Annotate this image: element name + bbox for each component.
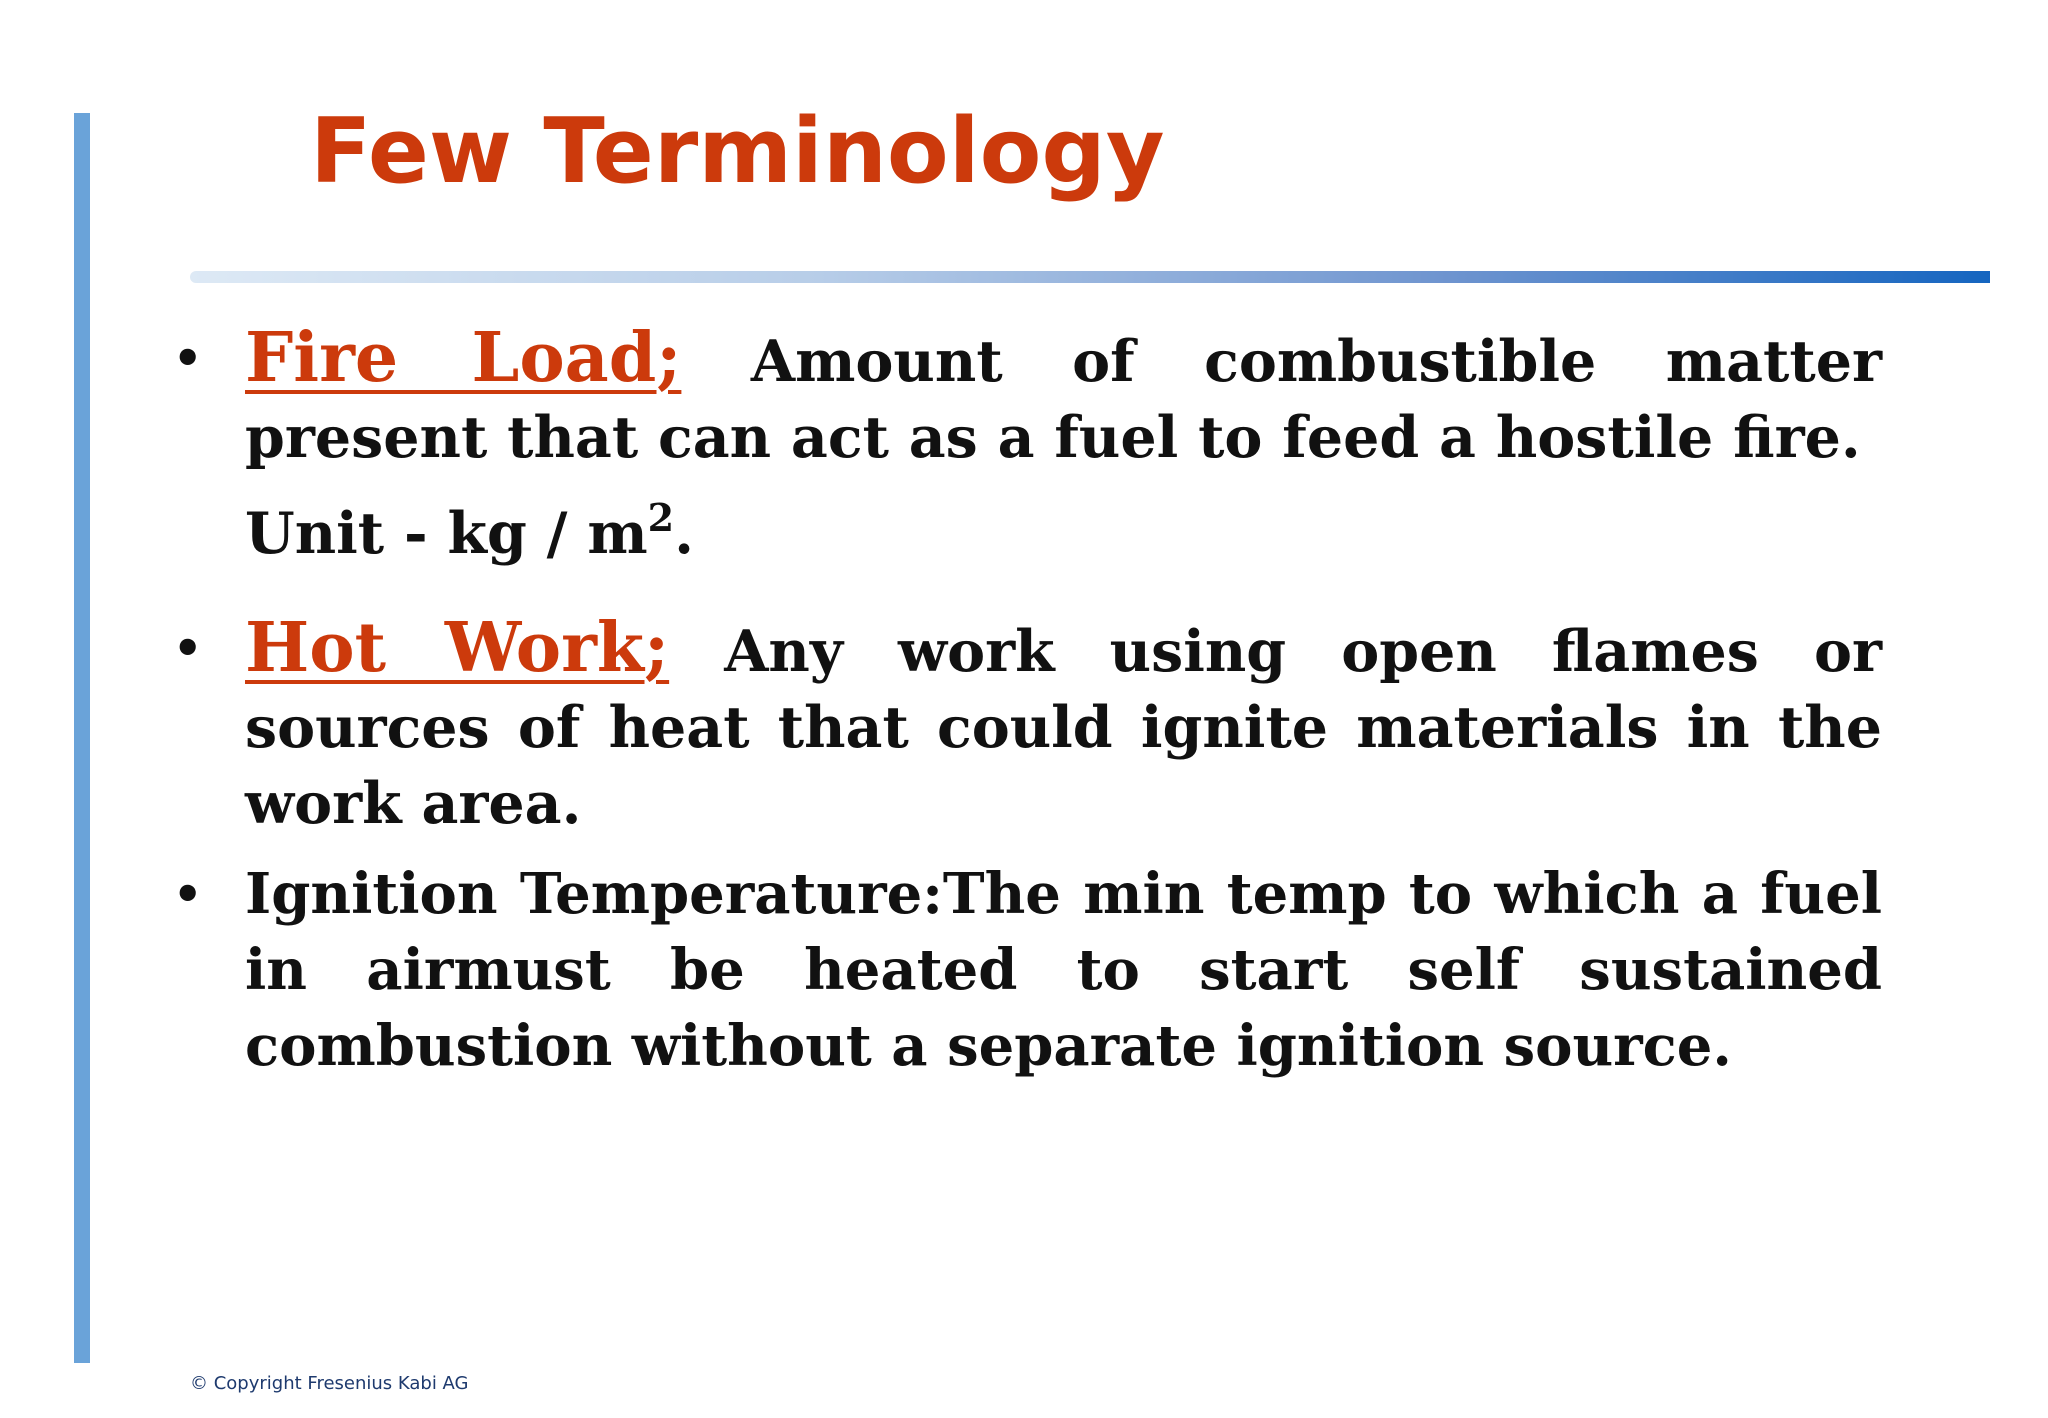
definition-fire-load: Amount of combustible matter present that can act as a fuel to feed a hostile fire. xyxy=(245,328,1882,471)
unit-text: Unit - kg / m xyxy=(245,500,648,567)
definition-ignition-temperature: Ignition Temperature:The min temp to which a fuel in airmust be heated to start self sustained combustion without a separate ignition source. xyxy=(245,861,1882,1079)
list-item-ignition-temperature xyxy=(170,856,1882,1084)
unit-line xyxy=(170,496,1882,572)
title-divider xyxy=(190,271,1990,283)
bullet-icon: • xyxy=(173,621,203,675)
slide-title: Few Terminology xyxy=(310,99,1165,204)
copyright-footer: © Copyright Fresenius Kabi AG xyxy=(190,1373,469,1394)
left-accent-bar xyxy=(74,113,90,1363)
term-hot-work: Hot Work; xyxy=(245,608,670,688)
terminology-list xyxy=(170,320,1882,1084)
list-item-hot-work xyxy=(170,610,1882,842)
bullet-icon: • xyxy=(173,331,203,385)
bullet-icon: • xyxy=(173,867,203,921)
unit-superscript: 2 xyxy=(647,495,675,540)
definition-hot-work: Any work using open flames or sources of heat that could ignite materials in the work area. xyxy=(245,618,1882,837)
list-item-fire-load xyxy=(170,320,1882,476)
term-fire-load: Fire Load; xyxy=(245,318,682,398)
unit-suffix: . xyxy=(674,500,694,567)
